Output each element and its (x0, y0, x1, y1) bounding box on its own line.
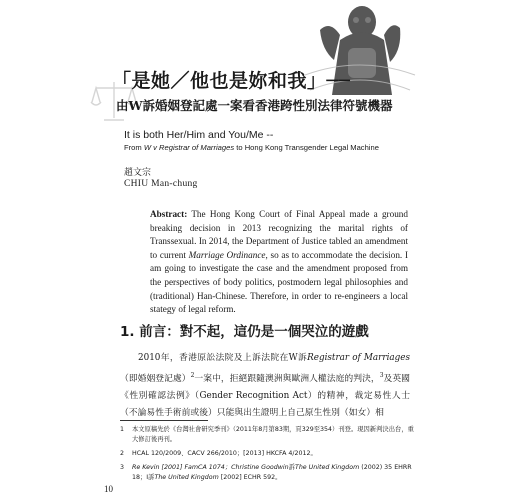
article-title-zh: 「是她／他也是妳和我」── (112, 70, 351, 92)
footnote-item: 1 本文原稿先於《台灣社會研究季刊》（2011年8月第83期，頁329至354）刊登。現因新判決出台，重大修訂後再刊。 (120, 426, 414, 443)
case-name-italic: Registrar of Marriages (307, 353, 410, 363)
footnote-divider (120, 420, 208, 421)
author-name-en: CHIU Man-chung (124, 179, 198, 189)
abstract-label: Abstract: (150, 209, 188, 219)
article-subtitle-en: From W v Registrar of Marriages to Hong Kong Transgender Legal Machine (124, 143, 379, 152)
footnote-ref[interactable]: 2 (190, 372, 195, 379)
section-heading: 1. 前言：對不起，這仍是一個哭泣的遊戲 (120, 324, 369, 340)
author-name-zh: 趙文宗 (124, 168, 152, 178)
footnote-item: 3 Re Kevin [2001] FamCA 1074；Christine Goodwin訴The United Kingdom (2002) 35 EHRR 18；I訴The United Kingdom [2002] ECHR 592。 (120, 464, 412, 481)
case-name-italic: W v Registrar of Marriages (143, 143, 235, 152)
page-number: 10 (104, 484, 113, 494)
footnote-item: 2 HCAL 120/2009、CACV 266/2010；[2013] HKCFA 4/2012。 (120, 450, 317, 457)
article-subtitle-zh: 由W訴婚姻登記處一案看香港跨性別法律符號機器 (116, 98, 393, 113)
footnotes (120, 425, 415, 487)
abstract: Abstract: The Hong Kong Court of Final Appeal made a ground breaking decision in 2013 recognizing the marital rights of Transsexual. In 2014, the Department of Justice tabled an amendment to current Marriage Ordinance, so as to accommodate the decision. I am going to investigate the case and the amendment proposed from the perspectives of body politics, postmodern legal philosophies and (traditional) Han-Chinese. Therefore, in order to re-engineers a local stategy of legal reform. (150, 209, 408, 315)
article-title-en: It is both Her/Him and You/Me -- (124, 129, 274, 141)
footnote-ref[interactable]: 3 (379, 372, 384, 379)
body-paragraph: 2010年，香港原訟法院及上訴法院在W訴Registrar of Marriages（即婚姻登記處）$^2$一案中，拒絕跟隨澳洲與歐洲人權法庭的判決，$^3$及英國《性別確認法例》（Gender Recognition Act）的精神，裁定易性人士（不論易性手術前或後）只能與出生證明上自己原生性別（如女）相 (120, 353, 410, 418)
ordinance-name: Marriage Ordinance (188, 249, 266, 260)
